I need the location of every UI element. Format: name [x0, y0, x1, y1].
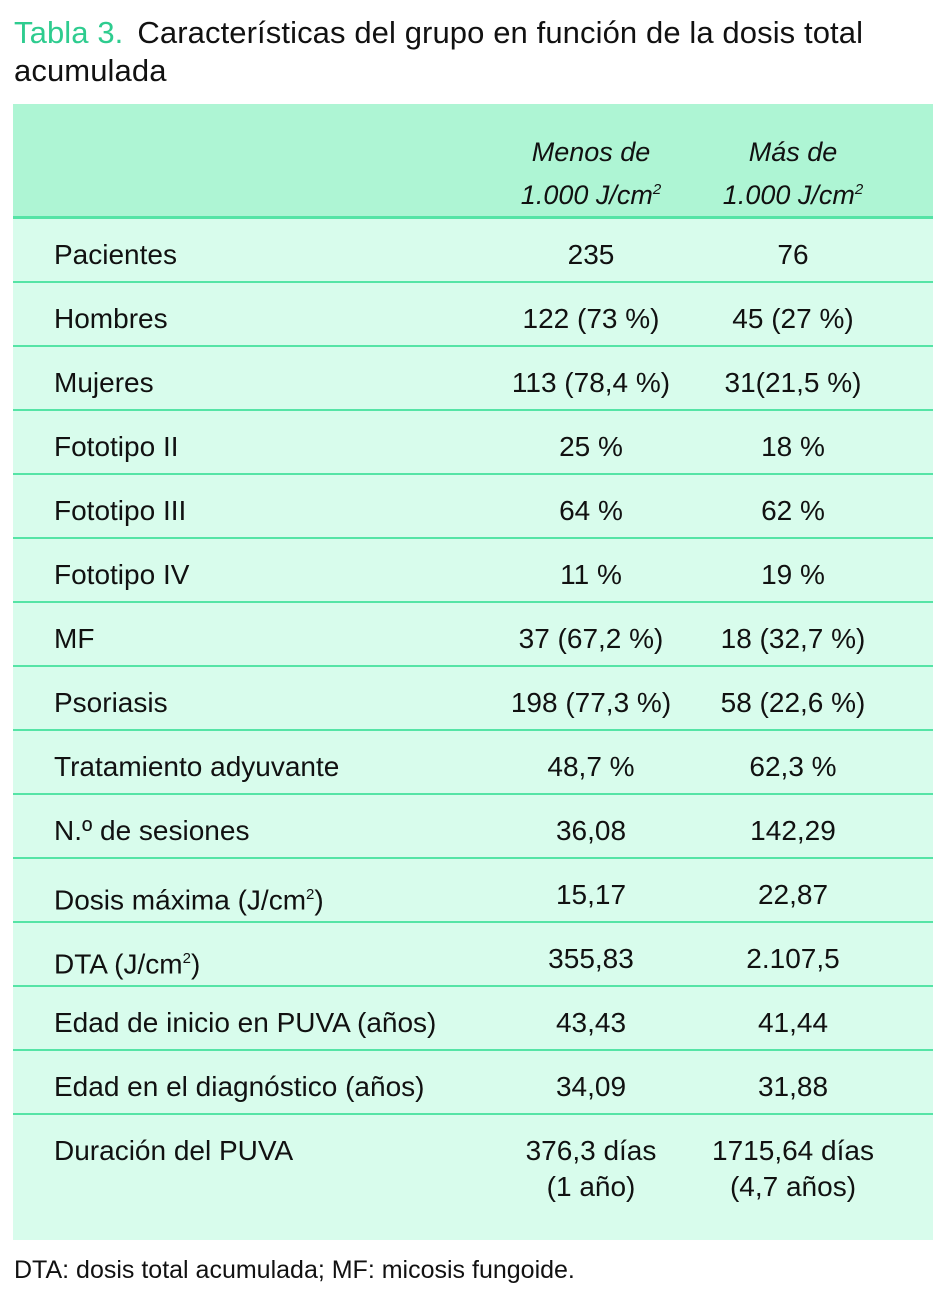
table-row [13, 219, 933, 283]
value-more: 76 [777, 239, 809, 270]
table-row [13, 859, 933, 923]
row-label: Hombres [54, 303, 168, 334]
value-less: 37 (67,2 %) [518, 623, 664, 654]
value-less: 198 (77,3 %) [510, 687, 672, 718]
row-label: Edad de inicio en PUVA (años) [54, 1007, 437, 1038]
row-label: Mujeres [54, 367, 154, 398]
value-less: 11 % [560, 559, 622, 590]
value-less: 15,17 [555, 879, 627, 910]
table-number: Tabla 3. [14, 15, 124, 50]
table-row [13, 1051, 933, 1115]
value-more: 2.107,5 [746, 943, 840, 974]
value-less: 122 (73 %) [522, 303, 660, 334]
value-less: 34,09 [555, 1071, 627, 1102]
value-less: 48,7 % [547, 751, 635, 782]
value-less: 235 [567, 239, 615, 270]
row-label: Tratamiento adyuvante [54, 751, 340, 782]
value-more: 18 % [761, 431, 825, 462]
table-row [13, 347, 933, 411]
value-more: 62,3 % [749, 751, 837, 782]
value-less: 113 (78,4 %) [511, 367, 671, 398]
table-row [13, 923, 933, 987]
value-more: 31,88 [757, 1071, 829, 1102]
table-footnote: DTA: dosis total acumulada; MF: micosis fungoide. [14, 1256, 575, 1284]
row-label: Pacientes [54, 239, 177, 270]
value-less: 355,83 [548, 943, 634, 974]
value-more: 62 % [761, 495, 825, 526]
table-row [13, 1115, 933, 1202]
table-row [13, 475, 933, 539]
table-row [13, 603, 933, 667]
table-row [13, 539, 933, 603]
table-title [14, 14, 934, 90]
row-label: Duración del PUVA [54, 1135, 294, 1166]
value-more: 58 (22,6 %) [720, 687, 866, 718]
header-less-than-1000: Menos de 1.000 $J/cm^2$ [520, 137, 662, 210]
table-row [13, 795, 933, 859]
row-label: Dosis máxima $(J/cm^2)$ [54, 884, 324, 916]
table-caption: Características del grupo en función de la dosis total acumulada [14, 15, 864, 88]
table-header [13, 104, 933, 219]
table-row [13, 283, 933, 347]
row-label: Fototipo IV [54, 559, 190, 590]
value-less: 25 % [559, 431, 623, 462]
row-label: Fototipo III [54, 495, 187, 526]
value-more: 1715,64 días (4,7 años) [712, 1135, 874, 1202]
row-label: Fototipo II [54, 431, 179, 462]
value-more: 45 (27 %) [732, 303, 854, 334]
row-label: Edad en el diagnóstico (años) [54, 1071, 425, 1102]
value-more: 19 % [761, 559, 825, 590]
row-label: DTA $(J/cm^2)$ [54, 948, 201, 980]
header-more-than-1000: Más de 1.000 $J/cm^2$ [722, 137, 864, 210]
value-more: 142,29 [750, 815, 836, 846]
value-less: 43,43 [555, 1007, 627, 1038]
value-less: 376,3 días (1 año) [525, 1135, 657, 1202]
value-more: 22,87 [757, 879, 829, 910]
value-more: 18 (32,7 %) [720, 623, 866, 654]
data-table [13, 104, 933, 1240]
value-more: 41,44 [757, 1007, 829, 1038]
table-row [13, 667, 933, 731]
row-label: N.º de sesiones [54, 815, 250, 846]
row-label: MF [54, 623, 95, 654]
value-less: 64 % [559, 495, 623, 526]
value-less: 36,08 [555, 815, 627, 846]
table-row [13, 411, 933, 475]
table-row [13, 987, 933, 1051]
table-row [13, 731, 933, 795]
value-more: 31(21,5 %) [724, 367, 862, 398]
row-label: Psoriasis [54, 687, 168, 718]
